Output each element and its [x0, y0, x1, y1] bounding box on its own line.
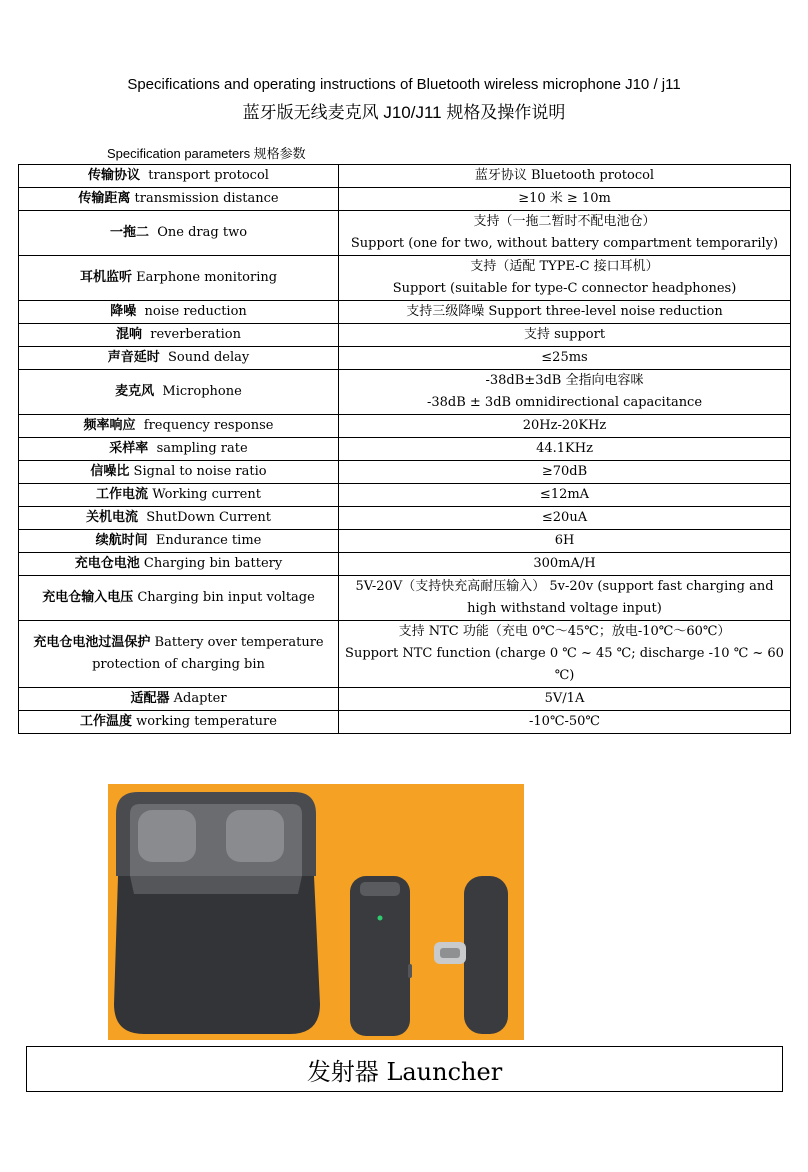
spec-table	[18, 164, 791, 734]
param-en: Charging bin battery	[139, 556, 283, 571]
spec-row	[19, 461, 791, 484]
param-en: sampling rate	[148, 441, 248, 456]
section-label: Specification parameters 规格参数	[107, 146, 306, 161]
spec-row	[19, 621, 791, 688]
value-line: -38dB±3dB 全指向电容咪	[485, 373, 644, 388]
param-en: Endurance time	[147, 533, 262, 548]
param-en: transmission distance	[130, 191, 279, 206]
value-line: -38dB ± 3dB omnidirectional capacitance	[426, 395, 703, 410]
param-zh: 适配器	[130, 691, 170, 706]
value-line: ≤20uA	[541, 510, 588, 525]
value-line: -10℃-50℃	[529, 714, 600, 729]
spec-param	[19, 688, 339, 711]
microphone-grille	[360, 882, 400, 896]
product-photo	[108, 784, 524, 1040]
param-zh: 采样率	[109, 441, 149, 456]
spec-value	[339, 461, 791, 484]
param-zh: 耳机监听	[79, 270, 132, 285]
value-line: 5V/1A	[544, 691, 585, 706]
spec-param	[19, 507, 339, 530]
param-en: One drag two	[148, 225, 248, 240]
value-line: 支持 support	[523, 327, 606, 342]
spec-param	[19, 461, 339, 484]
param-en: working temperature	[132, 714, 277, 729]
spec-row	[19, 256, 791, 301]
spec-row	[19, 711, 791, 734]
param-zh: 传输协议	[88, 168, 141, 183]
spec-value	[339, 256, 791, 301]
spec-value	[339, 507, 791, 530]
param-en: Charging bin input voltage	[133, 590, 315, 605]
spec-row	[19, 553, 791, 576]
spec-param	[19, 211, 339, 256]
value-line: 20Hz-20KHz	[522, 418, 607, 433]
spec-param	[19, 484, 339, 507]
param-zh: 充电仓电池过温保护	[33, 635, 151, 650]
param-zh: 充电仓输入电压	[42, 590, 134, 605]
param-zh: 续航时间	[95, 533, 148, 548]
spec-value	[339, 688, 791, 711]
param-en: Microphone	[154, 384, 242, 399]
usb-c-tongue	[440, 948, 460, 958]
spec-param	[19, 553, 339, 576]
spec-value	[339, 530, 791, 553]
param-zh: 工作电流	[96, 487, 149, 502]
spec-row	[19, 211, 791, 256]
spec-row	[19, 576, 791, 621]
spec-param	[19, 415, 339, 438]
title-chinese: 蓝牙版无线麦克风 J10/J11 规格及操作说明	[242, 103, 566, 122]
spec-param	[19, 711, 339, 734]
spec-param	[19, 621, 339, 688]
spec-row	[19, 165, 791, 188]
spec-row	[19, 688, 791, 711]
param-zh: 降噪	[110, 304, 137, 319]
param-en: transport protocol	[140, 168, 269, 183]
spec-param	[19, 530, 339, 553]
value-line: Support (one for two, without battery compartment temporarily)	[350, 236, 779, 251]
param-zh: 信噪比	[90, 464, 130, 479]
spec-row	[19, 370, 791, 415]
spec-param	[19, 576, 339, 621]
spec-value	[339, 370, 791, 415]
value-line: ≤25ms	[541, 350, 588, 365]
spec-row	[19, 188, 791, 211]
spec-value	[339, 347, 791, 370]
spec-param	[19, 256, 339, 301]
value-line: ≤12mA	[539, 487, 590, 502]
value-line: Support NTC function (charge 0 ℃ ~ 45 ℃; discharge -10 ℃ ~ 60 ℃)	[345, 646, 784, 683]
value-line: 支持 NTC 功能（充电 0℃～45℃；放电-10℃～60℃）	[398, 624, 731, 639]
spec-row	[19, 507, 791, 530]
value-line: Support (suitable for type-C connector headphones)	[392, 281, 737, 296]
spec-row	[19, 301, 791, 324]
param-zh: 麦克风	[115, 384, 155, 399]
param-en: Sound delay	[159, 350, 250, 365]
param-zh: 一拖二	[109, 225, 149, 240]
spec-param	[19, 347, 339, 370]
spec-param	[19, 370, 339, 415]
spec-value	[339, 415, 791, 438]
spec-row	[19, 530, 791, 553]
caption-launcher: 发射器 Launcher	[26, 1046, 783, 1092]
param-en: noise reduction	[136, 304, 247, 319]
receiver-body	[464, 876, 508, 1034]
param-zh: 关机电流	[85, 510, 138, 525]
spec-value	[339, 621, 791, 688]
spec-row	[19, 415, 791, 438]
spec-value	[339, 301, 791, 324]
value-line: ≥70dB	[541, 464, 588, 479]
spec-param	[19, 165, 339, 188]
value-line: 44.1KHz	[536, 441, 593, 456]
value-line: 支持（一拖二暂时不配电池仓）	[473, 214, 656, 229]
param-zh: 频率响应	[83, 418, 136, 433]
value-line: 支持三级降噪 Support three-level noise reduction	[406, 304, 723, 319]
spec-value	[339, 211, 791, 256]
lid-slot-left	[138, 810, 196, 862]
param-en: Battery over temperature protection of charging bin	[92, 635, 328, 672]
param-zh: 充电仓电池	[74, 556, 140, 571]
spec-row	[19, 324, 791, 347]
spec-param	[19, 324, 339, 347]
title-english: Specifications and operating instructions of Bluetooth wireless microphone J10 / j11	[127, 76, 681, 93]
spec-value	[339, 711, 791, 734]
spec-value	[339, 576, 791, 621]
microphone-body	[350, 876, 410, 1036]
param-zh: 声音延时	[107, 350, 160, 365]
spec-row	[19, 484, 791, 507]
value-line: 蓝牙协议 Bluetooth protocol	[474, 168, 655, 183]
param-zh: 工作温度	[80, 714, 133, 729]
spec-value	[339, 484, 791, 507]
value-line: 6H	[554, 533, 575, 548]
param-zh: 混响	[115, 327, 142, 342]
value-line: ≥10 米 ≥ 10m	[518, 191, 611, 206]
spec-param	[19, 301, 339, 324]
param-en: Signal to noise ratio	[129, 464, 267, 479]
case-body	[114, 876, 320, 1034]
spec-param	[19, 438, 339, 461]
led-indicator	[378, 916, 383, 921]
product-illustration	[108, 784, 524, 1040]
spec-value	[339, 438, 791, 461]
value-line: 300mA/H	[533, 556, 596, 571]
spec-row	[19, 438, 791, 461]
spec-value	[339, 324, 791, 347]
param-zh: 传输距离	[78, 191, 131, 206]
param-en: reverberation	[142, 327, 241, 342]
spec-value	[339, 188, 791, 211]
param-en: ShutDown Current	[137, 510, 272, 525]
value-line: 支持（适配 TYPE-C 接口耳机）	[470, 259, 659, 274]
spec-value	[339, 165, 791, 188]
param-en: frequency response	[135, 418, 274, 433]
spec-param	[19, 188, 339, 211]
spec-value	[339, 553, 791, 576]
param-en: Adapter	[169, 691, 227, 706]
case-cavity	[130, 876, 302, 894]
lid-slot-right	[226, 810, 284, 862]
microphone-button	[408, 964, 412, 978]
value-line: 5V-20V（支持快充高耐压输入） 5v-20v (support fast charging and high withstand voltage input)	[355, 579, 774, 616]
param-en: Working current	[148, 487, 261, 502]
param-en: Earphone monitoring	[131, 270, 278, 285]
spec-row	[19, 347, 791, 370]
spec-table-body	[19, 165, 791, 734]
